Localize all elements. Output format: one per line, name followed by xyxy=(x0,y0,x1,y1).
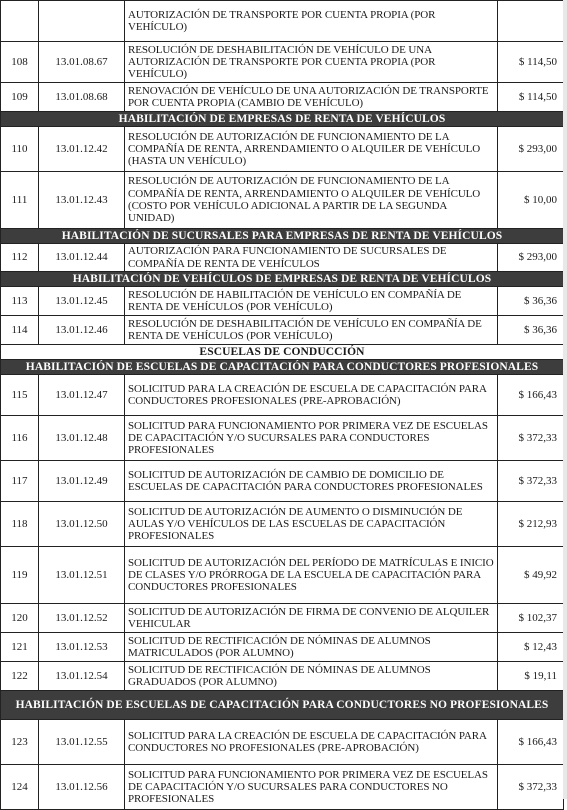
fee-description: AUTORIZACIÓN PARA FUNCIONAMIENTO DE SUCURSALES DE COMPAÑÍA DE RENTA DE VEHÍCULOS xyxy=(125,244,498,272)
table-row xyxy=(1,127,564,172)
row-number: 114 xyxy=(1,316,39,345)
fee-code: 13.01.12.53 xyxy=(39,633,125,662)
row-number: 113 xyxy=(1,287,39,316)
fee-description: RESOLUCIÓN DE AUTORIZACIÓN DE FUNCIONAMIENTO DE LA COMPAÑÍA DE RENTA, ARRENDAMIENTO O ALQUILER DE VEHÍCULO (HASTA UN VEHÍCULO) xyxy=(125,127,498,172)
table-row xyxy=(1,502,564,547)
fee-code: 13.01.12.55 xyxy=(39,720,125,765)
row-number: 111 xyxy=(1,172,39,229)
fee-description: SOLICITUD PARA FUNCIONAMIENTO POR PRIMERA VEZ DE ESCUELAS DE CAPACITACIÓN Y/O SUCURSALES PARA CONDUCTORES PROFESIONALES xyxy=(125,416,498,461)
fee-code: 13.01.12.43 xyxy=(39,172,125,229)
table-row xyxy=(1,172,564,229)
fee-price: $ 166,43 xyxy=(498,375,564,416)
row-number: 117 xyxy=(1,461,39,502)
fee-code: 13.01.12.47 xyxy=(39,375,125,416)
fee-price: $ 12,43 xyxy=(498,633,564,662)
page-edge xyxy=(563,0,567,799)
fee-code: 13.01.12.48 xyxy=(39,416,125,461)
table-row xyxy=(1,375,564,416)
table-row xyxy=(1,287,564,316)
section-header: HABILITACIÓN DE EMPRESAS DE RENTA DE VEHÍCULOS xyxy=(1,112,564,127)
table-row xyxy=(1,416,564,461)
table-row xyxy=(1,720,564,765)
section-header: HABILITACIÓN DE ESCUELAS DE CAPACITACIÓN PARA CONDUCTORES PROFESIONALES xyxy=(1,360,564,375)
row-number: 121 xyxy=(1,633,39,662)
fee-price: $ 372,33 xyxy=(498,416,564,461)
table-row xyxy=(1,765,564,810)
fee-code: 13.01.12.44 xyxy=(39,244,125,272)
fee-price: $ 114,50 xyxy=(498,83,564,112)
fee-description: RESOLUCIÓN DE HABILITACIÓN DE VEHÍCULO EN COMPAÑÍA DE RENTA DE VEHÍCULOS (POR VEHÍCULO) xyxy=(125,287,498,316)
fee-table-body xyxy=(1,1,564,810)
section-header: HABILITACIÓN DE SUCURSALES PARA EMPRESAS DE RENTA DE VEHÍCULOS xyxy=(1,229,564,244)
fee-code: 13.01.12.52 xyxy=(39,604,125,633)
fee-code: 13.01.12.46 xyxy=(39,316,125,345)
section-header: HABILITACIÓN DE VEHÍCULOS DE EMPRESAS DE RENTA DE VEHÍCULOS xyxy=(1,272,564,287)
section-header: HABILITACIÓN DE ESCUELAS DE CAPACITACIÓN PARA CONDUCTORES NO PROFESIONALES xyxy=(1,691,564,720)
table-row xyxy=(1,633,564,662)
row-number: 116 xyxy=(1,416,39,461)
table-row xyxy=(1,244,564,272)
section-header-row xyxy=(1,272,564,287)
fee-price: $ 293,00 xyxy=(498,244,564,272)
fee-description: SOLICITUD DE AUTORIZACIÓN DE CAMBIO DE DOMICILIO DE ESCUELAS DE CAPACITACIÓN PARA CONDUCTORES PROFESIONALES xyxy=(125,461,498,502)
fee-description: RENOVACIÓN DE VEHÍCULO DE UNA AUTORIZACIÓN DE TRANSPORTE POR CUENTA PROPIA (CAMBIO DE VEHÍCULO) xyxy=(125,83,498,112)
fee-description: SOLICITUD PARA FUNCIONAMIENTO POR PRIMERA VEZ DE ESCUELAS DE CAPACITACIÓN Y/O SUCURSALES PARA CONDUCTORES NO PROFESIONALES xyxy=(125,765,498,810)
row-number: 112 xyxy=(1,244,39,272)
section-header-row xyxy=(1,360,564,375)
fee-description: SOLICITUD DE AUTORIZACIÓN DE AUMENTO O DISMINUCIÓN DE AULAS Y/O VEHÍCULOS DE LAS ESCUELAS DE CAPACITACIÓN PROFESIONALES xyxy=(125,502,498,547)
row-number: 122 xyxy=(1,662,39,691)
fee-price: $ 166,43 xyxy=(498,720,564,765)
fee-code: 13.01.12.45 xyxy=(39,287,125,316)
fee-description: SOLICITUD PARA LA CREACIÓN DE ESCUELA DE CAPACITACIÓN PARA CONDUCTORES PROFESIONALES (PRE-APROBACIÓN) xyxy=(125,375,498,416)
row-number: 118 xyxy=(1,502,39,547)
row-number: 123 xyxy=(1,720,39,765)
fee-code: 13.01.12.50 xyxy=(39,502,125,547)
table-row xyxy=(1,662,564,691)
fee-description: RESOLUCIÓN DE DESHABILITACIÓN DE VEHÍCULO EN COMPAÑÍA DE RENTA DE VEHÍCULOS (POR VEHÍCULO) xyxy=(125,316,498,345)
fee-price: $ 212,93 xyxy=(498,502,564,547)
fee-code: 13.01.12.56 xyxy=(39,765,125,810)
row-number: 110 xyxy=(1,127,39,172)
fee-description: RESOLUCIÓN DE DESHABILITACIÓN DE VEHÍCULO DE UNA AUTORIZACIÓN DE TRANSPORTE POR CUENTA PROPIA (POR VEHÍCULO) xyxy=(125,42,498,83)
row-number: 119 xyxy=(1,547,39,604)
fee-description: AUTORIZACIÓN DE TRANSPORTE POR CUENTA PROPIA (POR VEHÍCULO) xyxy=(125,1,498,42)
table-row xyxy=(1,42,564,83)
table-row xyxy=(1,461,564,502)
fee-code: 13.01.08.68 xyxy=(39,83,125,112)
fee-price: $ 36,36 xyxy=(498,287,564,316)
section-header-row xyxy=(1,691,564,720)
fee-price: $ 372,33 xyxy=(498,461,564,502)
fee-code: 13.01.12.51 xyxy=(39,547,125,604)
row-number: 109 xyxy=(1,83,39,112)
fee-description: SOLICITUD PARA LA CREACIÓN DE ESCUELA DE CAPACITACIÓN PARA CONDUCTORES NO PROFESIONALES (PRE-APROBACIÓN) xyxy=(125,720,498,765)
row-number xyxy=(1,1,39,42)
fee-price: $ 293,00 xyxy=(498,127,564,172)
fee-price: $ 36,36 xyxy=(498,316,564,345)
fee-description: SOLICITUD DE RECTIFICACIÓN DE NÓMINAS DE ALUMNOS MATRICULADOS (POR ALUMNO) xyxy=(125,633,498,662)
table-row xyxy=(1,547,564,604)
fee-description: SOLICITUD DE RECTIFICACIÓN DE NÓMINAS DE ALUMNOS GRADUADOS (POR ALUMNO) xyxy=(125,662,498,691)
fee-description: RESOLUCIÓN DE AUTORIZACIÓN DE FUNCIONAMIENTO DE LA COMPAÑÍA DE RENTA, ARRENDAMIENTO O ALQUILER DE VEHÍCULO (COSTO POR VEHÍCULO ADICIONAL A PARTIR DE LA SEGUNDA UNIDAD) xyxy=(125,172,498,229)
row-number: 120 xyxy=(1,604,39,633)
fee-code xyxy=(39,1,125,42)
section-header: ESCUELAS DE CONDUCCIÓN xyxy=(1,345,564,360)
fee-price: $ 49,92 xyxy=(498,547,564,604)
table-row xyxy=(1,1,564,42)
table-row xyxy=(1,83,564,112)
row-number: 108 xyxy=(1,42,39,83)
fee-code: 13.01.12.42 xyxy=(39,127,125,172)
table-row xyxy=(1,604,564,633)
table-row xyxy=(1,316,564,345)
fee-code: 13.01.12.49 xyxy=(39,461,125,502)
fee-price xyxy=(498,1,564,42)
section-header-row xyxy=(1,229,564,244)
row-number: 115 xyxy=(1,375,39,416)
row-number: 124 xyxy=(1,765,39,810)
section-header-row xyxy=(1,112,564,127)
fee-price: $ 19,11 xyxy=(498,662,564,691)
fee-code: 13.01.12.54 xyxy=(39,662,125,691)
fee-price: $ 114,50 xyxy=(498,42,564,83)
fee-code: 13.01.08.67 xyxy=(39,42,125,83)
fee-price: $ 10,00 xyxy=(498,172,564,229)
fee-description: SOLICITUD DE AUTORIZACIÓN DEL PERÍODO DE MATRÍCULAS E INICIO DE CLASES Y/O PRÓRROGA DE LA ESCUELA DE CAPACITACIÓN PARA CONDUCTORES PROFESIONALES xyxy=(125,547,498,604)
fee-price: $ 372,33 xyxy=(498,765,564,810)
fee-price: $ 102,37 xyxy=(498,604,564,633)
fee-description: SOLICITUD DE AUTORIZACIÓN DE FIRMA DE CONVENIO DE ALQUILER VEHICULAR xyxy=(125,604,498,633)
section-header-row xyxy=(1,345,564,360)
